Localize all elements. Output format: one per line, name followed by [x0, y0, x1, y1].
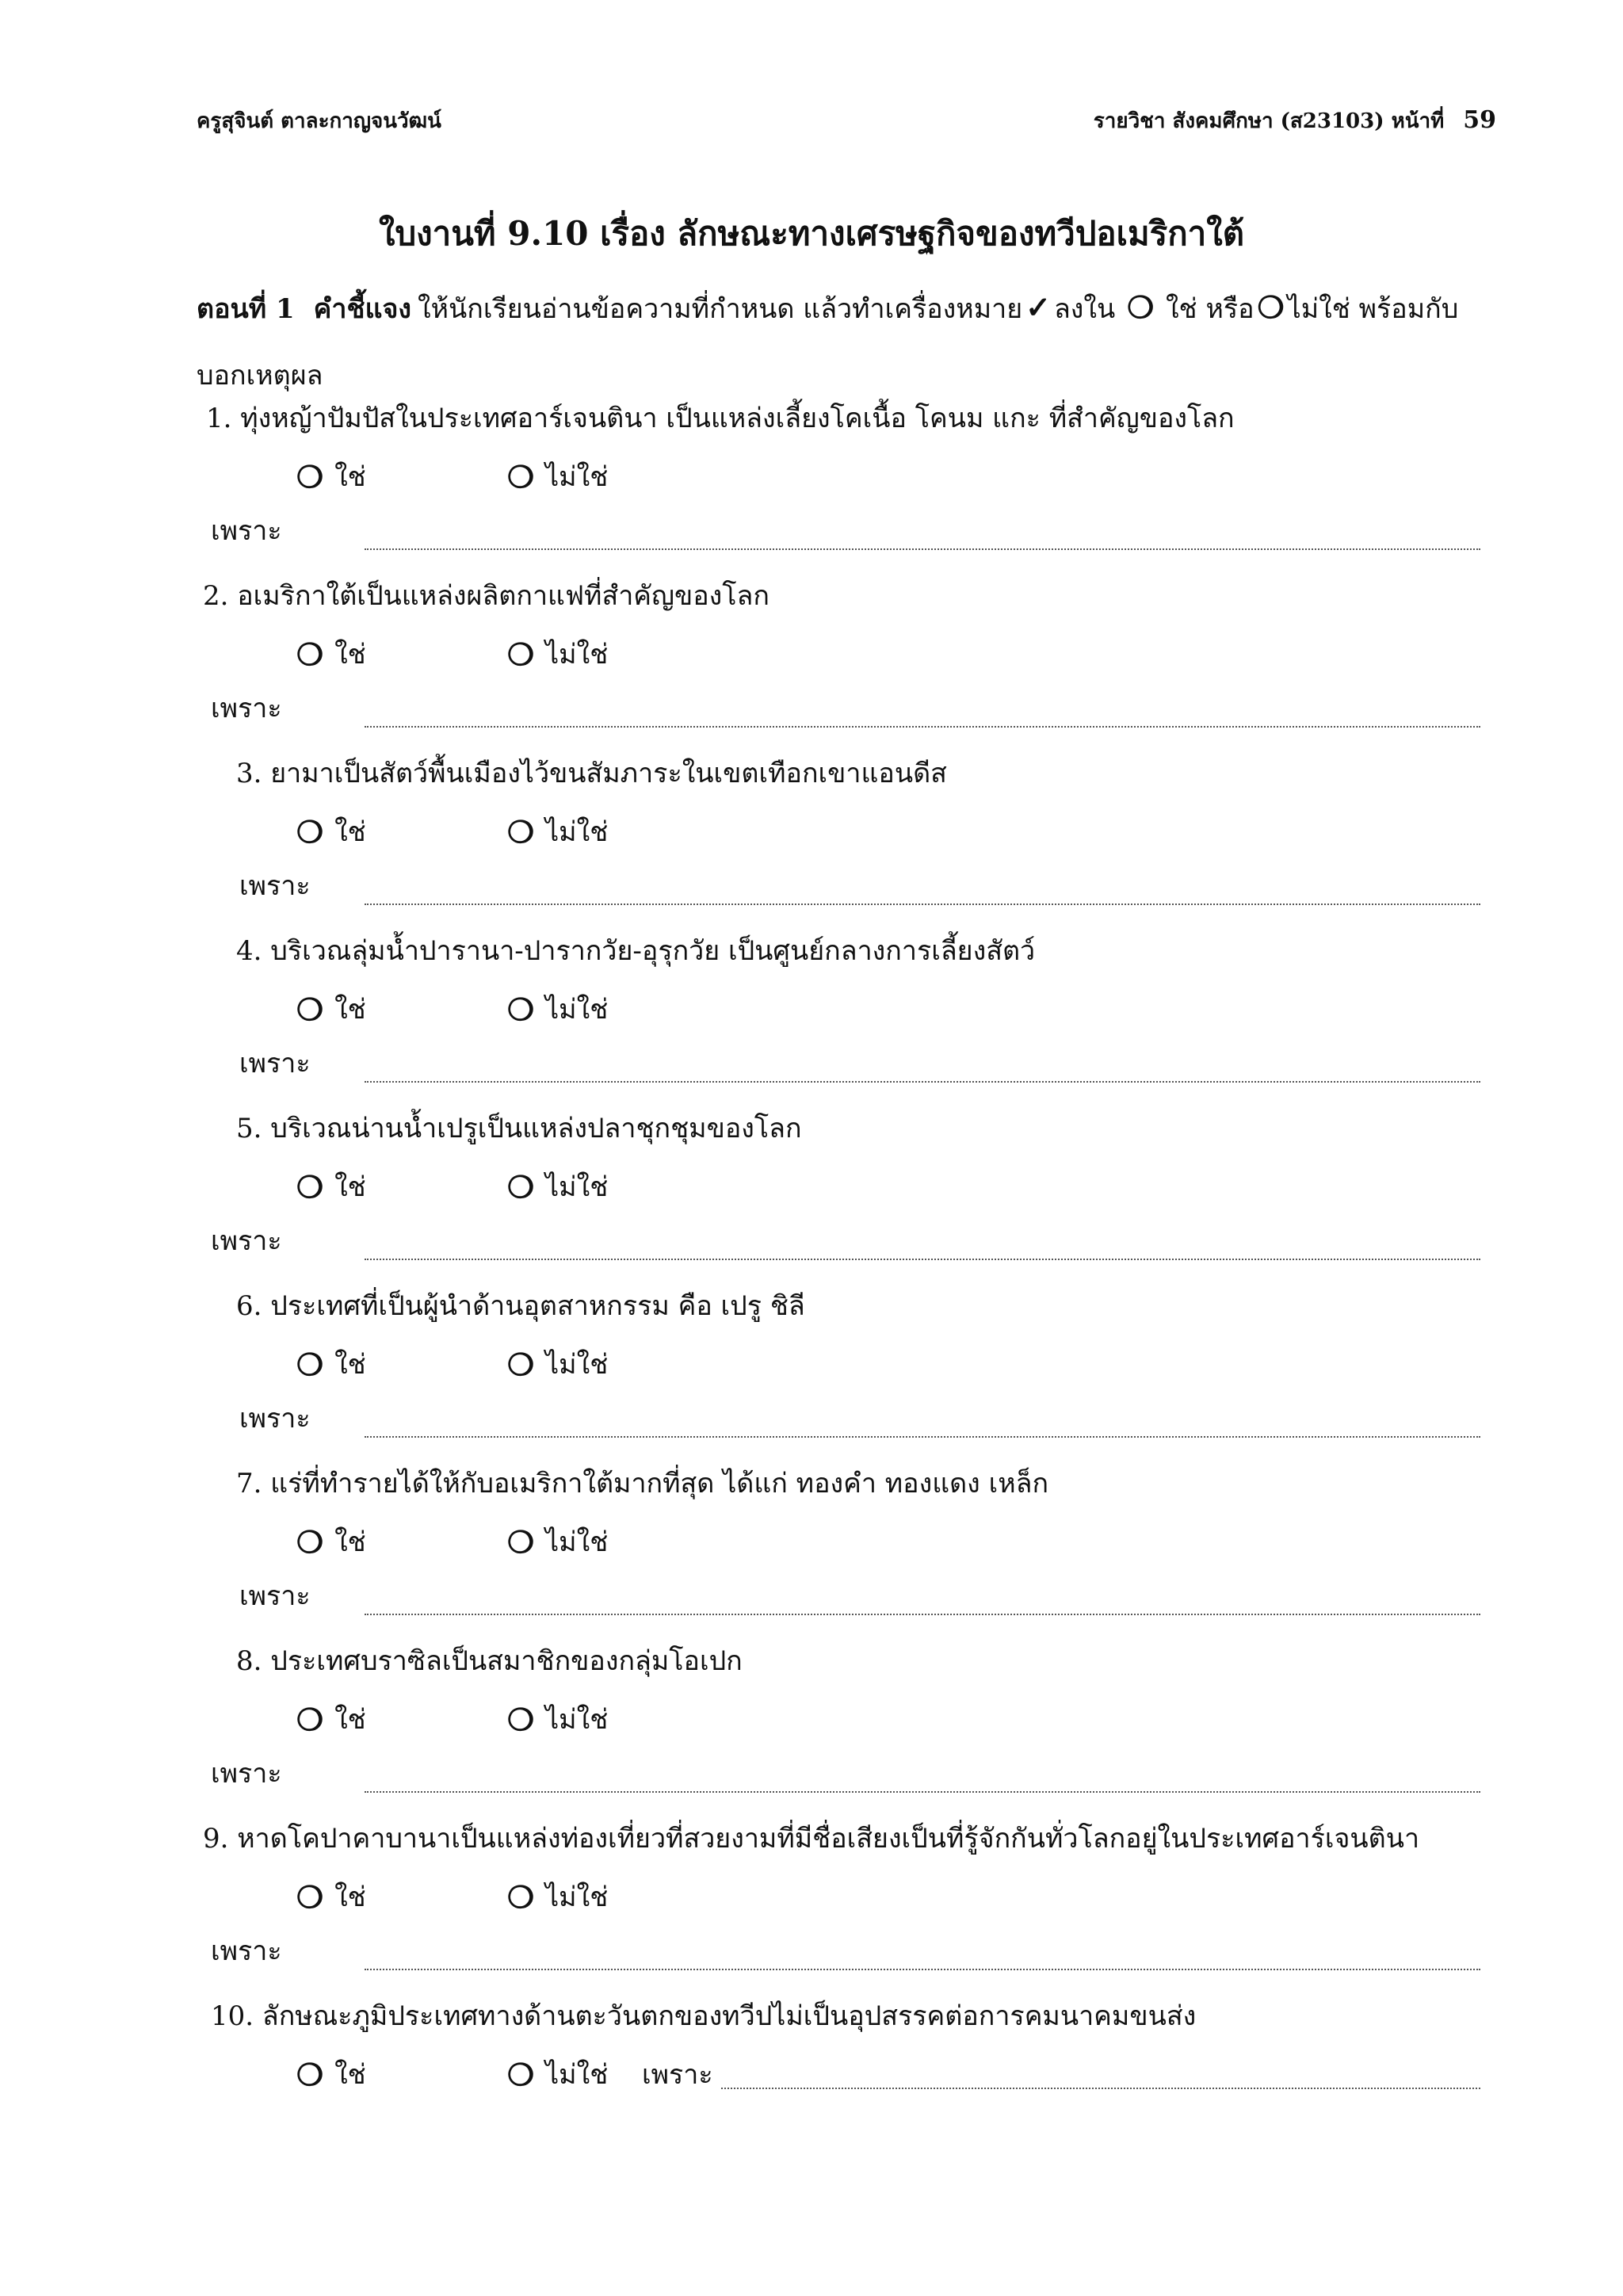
- radio-circle-icon[interactable]: ❍: [507, 991, 535, 1027]
- radio-circle-icon[interactable]: ❍: [296, 636, 324, 672]
- option-no[interactable]: [507, 810, 608, 853]
- worksheet-title: ใบงานที่ 9.10 เรื่อง ลักษณะทางเศรษฐกิจของทวีปอเมริกาใต้: [378, 214, 1245, 253]
- circle-icon: ❍: [1257, 289, 1285, 325]
- question-7: [0, 1461, 1623, 1639]
- header-subject-page: [1094, 105, 1496, 137]
- question-5: [0, 1106, 1623, 1284]
- part-label: ตอนที่ 1: [197, 293, 295, 325]
- reason-answer-line[interactable]: [365, 548, 1480, 550]
- option-no[interactable]: [507, 1698, 608, 1740]
- header-subject: รายวิชา สังคมศึกษา (ส23103) หน้าที่: [1093, 109, 1445, 133]
- radio-circle-icon[interactable]: ❍: [296, 1346, 324, 1382]
- radio-circle-icon[interactable]: ❍: [507, 1523, 535, 1560]
- instruction-text-2: ลงใน: [1053, 293, 1116, 325]
- radio-circle-icon[interactable]: ❍: [296, 1523, 324, 1560]
- option-yes-label: ใช่: [334, 1171, 366, 1203]
- option-yes-label: ใช่: [334, 1704, 366, 1736]
- option-yes[interactable]: [296, 1520, 366, 1563]
- option-no[interactable]: [507, 1343, 608, 1385]
- question-3: [0, 751, 1623, 929]
- reason-row: [0, 693, 1623, 732]
- reason-label: เพราะ: [211, 693, 282, 724]
- question-4: [0, 929, 1623, 1106]
- question-text: 8. ประเทศบราซิลเป็นสมาชิกของกลุ่มโอเปก: [236, 1645, 743, 1677]
- option-no[interactable]: [507, 1165, 608, 1208]
- instruction-text-4: ไม่ใช่ พร้อมกับบอกเหตุผล: [197, 293, 1459, 392]
- option-no-label: ไม่ใช่: [545, 994, 609, 1026]
- radio-circle-icon[interactable]: ❍: [507, 636, 535, 672]
- reason-answer-line[interactable]: [365, 1614, 1480, 1615]
- reason-answer-line[interactable]: [365, 904, 1480, 905]
- radio-circle-icon[interactable]: ❍: [507, 458, 535, 495]
- reason-row: [0, 1580, 1623, 1620]
- reason-label: เพราะ: [239, 1580, 311, 1612]
- reason-row: [0, 1758, 1623, 1797]
- reason-row: [0, 515, 1623, 555]
- radio-circle-icon[interactable]: ❍: [507, 1701, 535, 1737]
- instruction-text-1: ให้นักเรียนอ่านข้อความที่กำหนด แล้วทำเครื่องหมาย: [418, 293, 1023, 325]
- question-text: 6. ประเทศที่เป็นผู้นำด้านอุตสาหกรรม คือ เปรู ชิลี: [236, 1290, 805, 1322]
- option-no-label: ไม่ใช่: [545, 1349, 609, 1381]
- radio-circle-icon[interactable]: ❍: [296, 813, 324, 850]
- option-yes-label: ใช่: [334, 816, 366, 848]
- circle-icon: ❍: [1127, 289, 1155, 325]
- question-text: 1. ทุ่งหญ้าปัมปัสในประเทศอาร์เจนตินา เป็นแหล่งเลี้ยงโคเนื้อ โคนม แกะ ที่สำคัญของโลก: [206, 403, 1235, 434]
- radio-circle-icon[interactable]: ❍: [296, 1878, 324, 1915]
- question-text: 10. ลักษณะภูมิประเทศทางด้านตะวันตกของทวีปไม่เป็นอุปสรรคต่อการคมนาคมขนส่ง: [211, 2000, 1197, 2032]
- radio-circle-icon[interactable]: ❍: [296, 1701, 324, 1737]
- check-icon: ✓: [1025, 289, 1051, 325]
- option-yes-label: ใช่: [334, 1526, 366, 1558]
- question-9: [0, 1817, 1623, 1994]
- option-no[interactable]: [507, 2053, 608, 2095]
- question-1: [0, 396, 1623, 574]
- option-yes[interactable]: [296, 1165, 366, 1208]
- reason-label: เพราะ: [642, 2059, 713, 2091]
- question-text: 5. บริเวณน่านน้ำเปรูเป็นแหล่งปลาชุกชุมของโลก: [236, 1113, 802, 1144]
- question-8: [0, 1639, 1623, 1817]
- option-no-label: ไม่ใช่: [545, 1881, 609, 1913]
- instruction-text-3: ใช่ หรือ: [1165, 293, 1254, 325]
- radio-circle-icon[interactable]: ❍: [507, 2056, 535, 2092]
- instructions: [197, 274, 1488, 409]
- reason-row: [0, 1935, 1623, 1975]
- option-yes[interactable]: [296, 1875, 366, 1918]
- reason-row: [0, 1403, 1623, 1442]
- option-yes[interactable]: [296, 455, 366, 498]
- reason-answer-line[interactable]: [721, 2088, 1480, 2089]
- reason-row: [0, 1048, 1623, 1087]
- option-yes-label: ใช่: [334, 2059, 366, 2091]
- option-yes[interactable]: [296, 1343, 366, 1385]
- option-yes[interactable]: [296, 810, 366, 853]
- question-2: [0, 574, 1623, 751]
- directive-label: คำชี้แจง: [313, 293, 412, 325]
- option-no-label: ไม่ใช่: [545, 461, 609, 493]
- reason-answer-line[interactable]: [365, 1259, 1480, 1260]
- reason-label: เพราะ: [211, 515, 282, 547]
- option-no-label: ไม่ใช่: [545, 1526, 609, 1558]
- reason-label: เพราะ: [239, 870, 311, 902]
- question-6: [0, 1284, 1623, 1461]
- reason-row: [0, 870, 1623, 910]
- option-no-label: ไม่ใช่: [545, 1704, 609, 1736]
- option-yes[interactable]: [296, 988, 366, 1030]
- option-no[interactable]: [507, 988, 608, 1030]
- header-teacher: ครูสุจินต์ ตาละกาญจนวัฒน์: [197, 109, 441, 133]
- option-no[interactable]: [507, 632, 608, 675]
- reason-label: เพราะ: [239, 1048, 311, 1079]
- question-text: 7. แร่ที่ทำรายได้ให้กับอเมริกาใต้มากที่สุด ได้แก่ ทองคำ ทองแดง เหล็ก: [236, 1468, 1049, 1499]
- question-text: 4. บริเวณลุ่มน้ำปารานา-ปารากวัย-อุรุกวัย เป็นศูนย์กลางการเลี้ยงสัตว์: [236, 935, 1036, 967]
- question-text: 9. หาดโคปาคาบานาเป็นแหล่งท่องเที่ยวที่สวยงามที่มีชื่อเสียงเป็นที่รู้จักกันทั่วโลกอยู่ในประเทศอาร์เจนตินา: [203, 1823, 1420, 1855]
- option-no[interactable]: [507, 1520, 608, 1563]
- radio-circle-icon[interactable]: ❍: [507, 1346, 535, 1382]
- option-no-label: ไม่ใช่: [545, 2059, 609, 2091]
- option-yes-label: ใช่: [334, 994, 366, 1026]
- reason-answer-line[interactable]: [365, 1791, 1480, 1793]
- option-yes-label: ใช่: [334, 1349, 366, 1381]
- radio-circle-icon[interactable]: ❍: [296, 1168, 324, 1205]
- reason-answer-line[interactable]: [365, 1969, 1480, 1970]
- reason-label: เพราะ: [211, 1758, 282, 1790]
- option-yes-label: ใช่: [334, 639, 366, 670]
- option-yes[interactable]: [296, 1698, 366, 1740]
- radio-circle-icon[interactable]: ❍: [296, 2056, 324, 2092]
- option-no-label: ไม่ใช่: [545, 639, 609, 670]
- radio-circle-icon[interactable]: ❍: [296, 458, 324, 495]
- reason-answer-line[interactable]: [365, 1081, 1480, 1083]
- option-yes[interactable]: [296, 2053, 366, 2095]
- page-number: 59: [1463, 106, 1496, 134]
- radio-circle-icon[interactable]: ❍: [507, 1878, 535, 1915]
- option-no-label: ไม่ใช่: [545, 1171, 609, 1203]
- question-text: 2. อเมริกาใต้เป็นแหล่งผลิตกาแฟที่สำคัญของโลก: [203, 580, 769, 612]
- question-text: 3. ยามาเป็นสัตว์พื้นเมืองไว้ขนสัมภาระในเขตเทือกเขาแอนดีส: [236, 758, 947, 789]
- radio-circle-icon[interactable]: ❍: [507, 813, 535, 850]
- option-no[interactable]: [507, 1875, 608, 1918]
- option-no[interactable]: [507, 455, 608, 498]
- reason-label: เพราะ: [211, 1225, 282, 1257]
- radio-circle-icon[interactable]: ❍: [507, 1168, 535, 1205]
- reason-answer-line[interactable]: [365, 1436, 1480, 1438]
- option-yes[interactable]: [296, 632, 366, 675]
- question-10: [0, 1994, 1623, 2172]
- option-yes-label: ใช่: [334, 1881, 366, 1913]
- reason-label: เพราะ: [211, 1935, 282, 1967]
- reason-row: [0, 1225, 1623, 1265]
- reason-answer-line[interactable]: [365, 726, 1480, 728]
- option-no-label: ไม่ใช่: [545, 816, 609, 848]
- option-yes-label: ใช่: [334, 461, 366, 493]
- radio-circle-icon[interactable]: ❍: [296, 991, 324, 1027]
- reason-label: เพราะ: [239, 1403, 311, 1435]
